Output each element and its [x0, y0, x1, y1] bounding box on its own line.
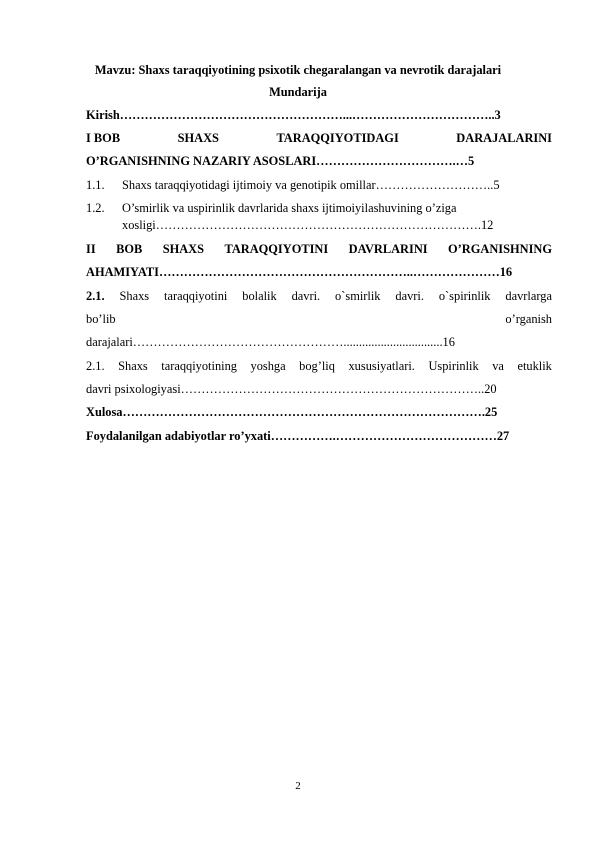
toc-entry-bob2-line1	[86, 241, 552, 257]
toc-number: 1.2.	[86, 201, 105, 215]
toc-word: Shaxs	[119, 289, 150, 303]
toc-entry-2-1	[86, 288, 552, 304]
toc-word: BOB	[116, 242, 143, 256]
toc-entry-bob1-line2: O’RGANISHNING NAZARIY ASOSLARI…………………………….…5	[86, 154, 475, 168]
toc-entry-2-2	[86, 358, 552, 374]
toc-word: o`spirinlik	[438, 289, 491, 303]
toc-word: etuklik	[517, 359, 552, 373]
toc-number: 2.1.	[86, 289, 105, 303]
toc-number: 1.1.	[86, 178, 105, 192]
toc-word: SHAXS	[162, 242, 205, 256]
toc-word: TARAQQIYOTINI	[224, 242, 329, 256]
toc-word: Uspirinlik	[428, 359, 479, 373]
toc-word: bo’lib	[86, 312, 116, 326]
toc-entry-2-1-line3: darajalari……………………………………………................................16	[86, 335, 455, 349]
page-number: 2	[295, 780, 301, 792]
toc-word: taraqqiyotining	[161, 359, 237, 373]
toc-word: xususiyatlari.	[348, 359, 415, 373]
toc-word: II	[86, 242, 96, 256]
toc-entry-bob1-line1	[86, 130, 552, 146]
toc-entry-1-1	[86, 177, 552, 193]
toc-heading: Mundarija	[269, 85, 327, 99]
toc-word: bog’liq	[299, 359, 335, 373]
document-title: Mavzu: Shaxs taraqqiyotining psixotik chegaralangan va nevrotik darajalari	[94, 63, 502, 77]
toc-word: o`smirlik	[335, 289, 381, 303]
toc-word: SHAXS	[177, 131, 219, 145]
toc-word: I BOB	[86, 131, 121, 145]
toc-word: DARAJALARINI	[456, 131, 552, 145]
toc-word: davrlarga	[505, 289, 552, 303]
toc-word: davri.	[291, 289, 321, 303]
toc-word: TARAQQIYOTIDAGI	[276, 131, 399, 145]
toc-word: Shaxs	[118, 359, 148, 373]
toc-word: yoshga	[250, 359, 286, 373]
toc-word: O’RGANISHNING	[448, 242, 552, 256]
toc-word: va	[492, 359, 504, 373]
toc-entry-2-1-line2	[86, 311, 552, 327]
toc-word: DAVRLARINI	[348, 242, 428, 256]
toc-word: davri.	[395, 289, 424, 303]
toc-entry-text: O’smirlik va uspirinlik davrlarida shaxs ijtimoiyilashuvining o’ziga	[122, 201, 457, 215]
toc-word: taraqqiyotini	[164, 289, 228, 303]
toc-word: bolalik	[242, 289, 277, 303]
toc-word: o’rganish	[505, 312, 552, 326]
toc-entry-2-2-line2: davri psixologiyasi………………………………………………………………..20	[86, 382, 497, 396]
toc-entry-1-2	[86, 200, 552, 216]
toc-entry-bob2-line2: AHAMIYATI……………………………………………………..…………………16	[86, 265, 513, 279]
toc-entry-adabiyotlar: Foydalanilgan adabiyotlar ro’yxati…………….…………………………………27	[86, 429, 510, 443]
toc-number: 2.1.	[86, 359, 105, 373]
toc-entry-kirish: Kirish………………………………………………...……………………………..3	[86, 108, 501, 122]
toc-entry-text: Shaxs taraqqiyotidagi ijtimoiy va genotipik omillar………………………..5	[122, 178, 500, 192]
toc-entry-xulosa: Xulosa…………………………………………………………………………….25	[86, 405, 498, 419]
toc-entry-1-2-line2: xosligi…………………………………………………………………….12	[122, 218, 494, 232]
